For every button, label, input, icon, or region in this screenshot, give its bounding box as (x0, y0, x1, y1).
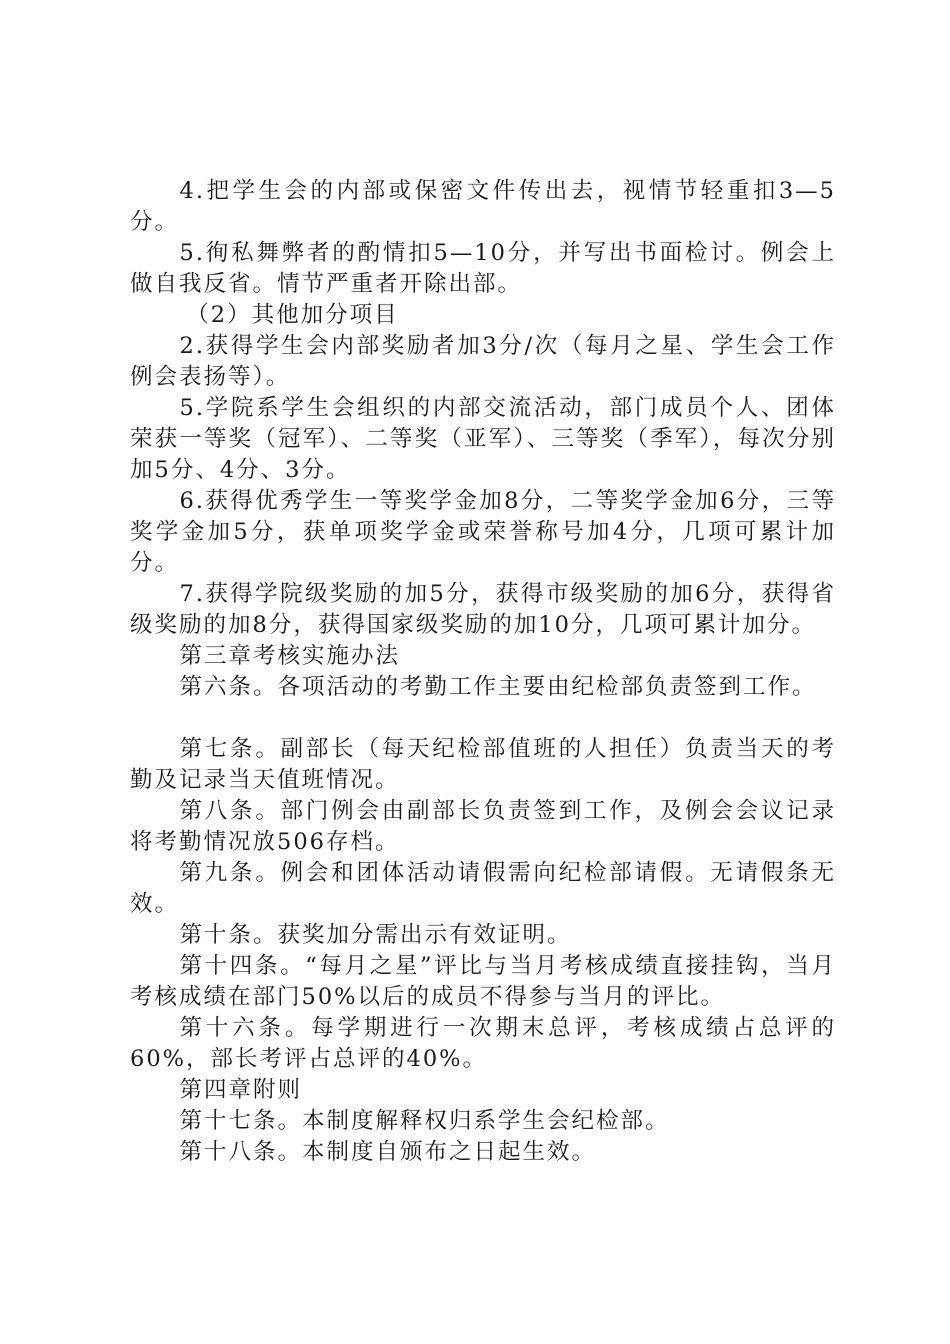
section-heading: （2）其他加分项目 (186, 302, 399, 328)
chapter-heading: 第三章考核实施办法 (179, 643, 401, 669)
paragraph: 2.获得学生会内部奖励者加3分/次（每月之星、学生会工作例会表扬等）。 (130, 333, 836, 390)
article: 第十七条。本制度解释权归系学生会纪检部。 (179, 1108, 670, 1134)
paragraph: 4.把学生会的内部或保密文件传出去，视情节轻重扣3—5分。 (130, 178, 836, 235)
paragraph: 5.学院系学生会组织的内部交流活动，部门成员个人、团体荣获一等奖（冠军）、二等奖（亚军）、三等奖（季军），每次分别加5分、4分、3分。 (130, 395, 836, 483)
article: 第六条。各项活动的考勤工作主要由纪检部负责签到工作。 (179, 674, 817, 700)
chapter-heading: 第四章附则 (179, 1077, 303, 1103)
article: 第十条。获奖加分需出示有效证明。 (179, 922, 572, 948)
paragraph: 7.获得学院级奖励的加5分，获得市级奖励的加6分，获得省级奖励的加8分，获得国家级奖励的加10分，几项可累计加分。 (130, 581, 836, 638)
article: 第八条。部门例会由副部长负责签到工作，及例会会议记录将考勤情况放506存档。 (130, 798, 836, 855)
article: 第九条。例会和团体活动请假需向纪检部请假。无请假条无效。 (130, 860, 836, 917)
paragraph: 6.获得优秀学生一等奖学金加8分，二等奖学金加6分，三等奖学金加5分，获单项奖学金或荣誉称号加4分，几项可累计加分。 (130, 488, 836, 576)
document-body (130, 176, 836, 1168)
article: 第十四条。“每月之星”评比与当月考核成绩直接挂钩，当月考核成绩在部门50%以后的成员不得参与当月的评比。 (130, 953, 836, 1010)
article: 第十六条。每学期进行一次期末总评，考核成绩占总评的60%，部长考评占总评的40%。 (130, 1015, 836, 1072)
article: 第七条。副部长（每天纪检部值班的人担任）负责当天的考勤及记录当天值班情况。 (130, 736, 836, 793)
paragraph: 5.徇私舞弊者的酌情扣5—10分，并写出书面检讨。例会上做自我反省。情节严重者开除出部。 (130, 240, 836, 297)
article: 第十八条。本制度自颁布之日起生效。 (179, 1139, 597, 1165)
